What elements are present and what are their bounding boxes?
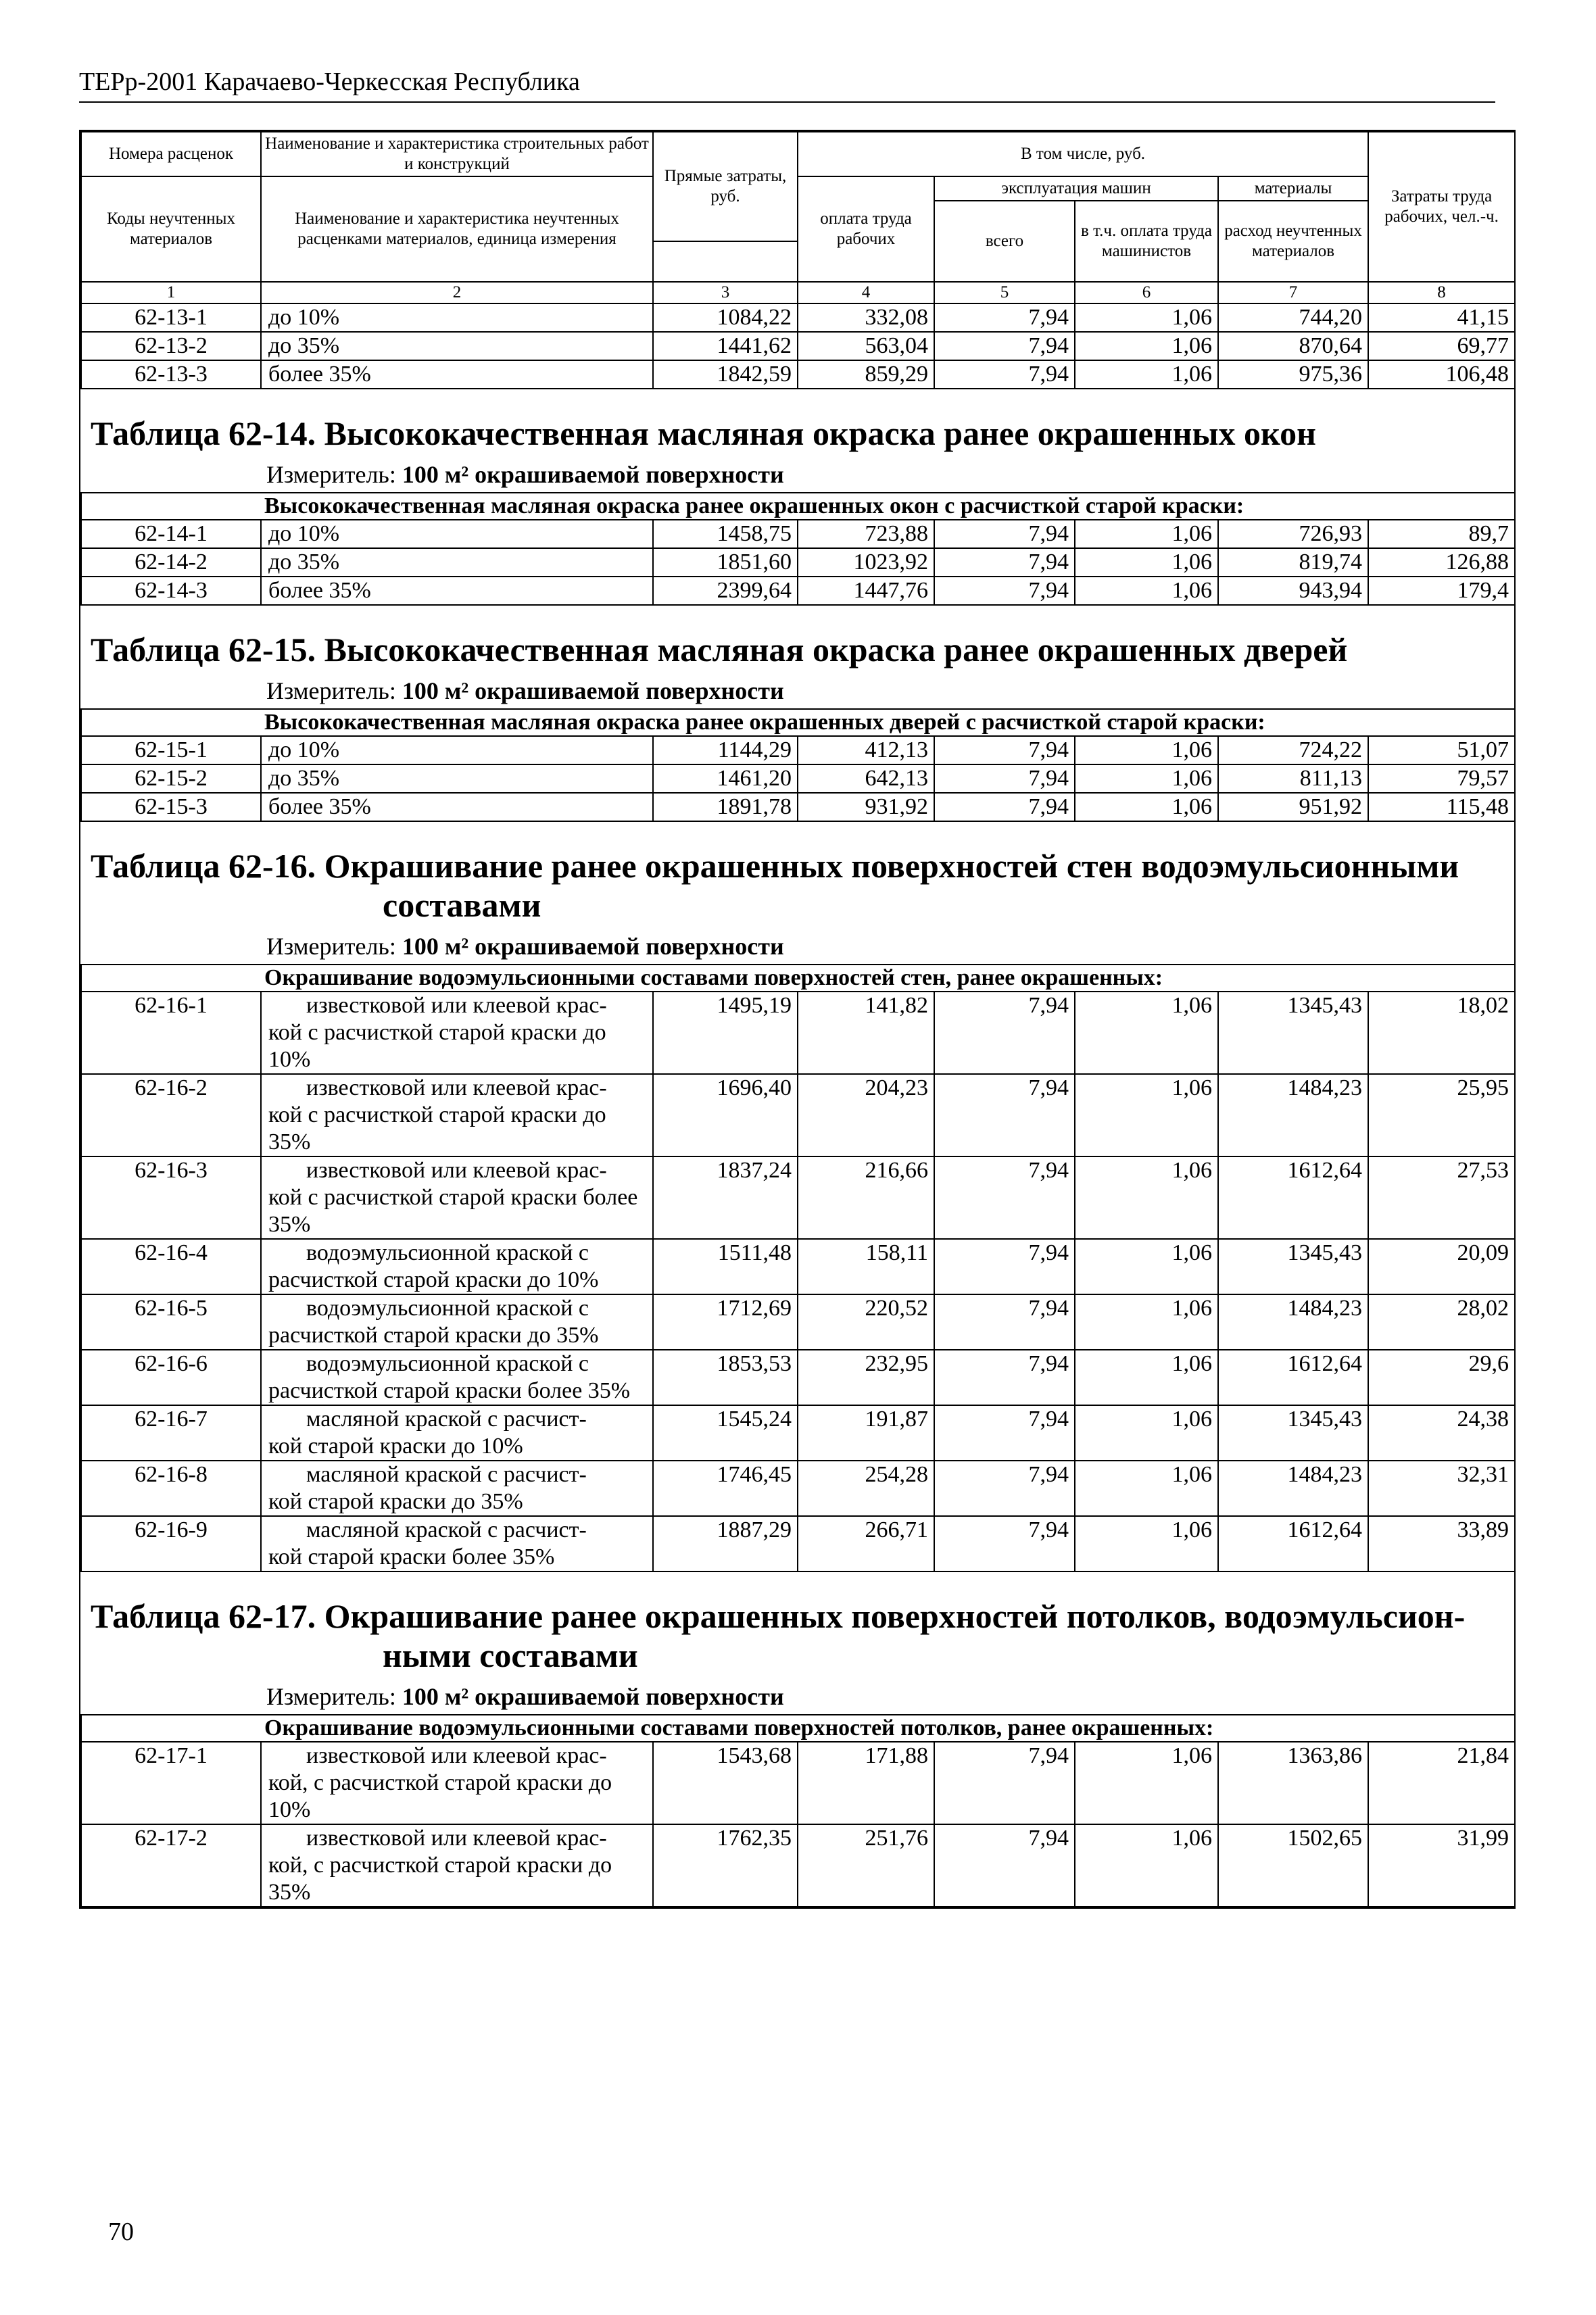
value-direct: 1842,59 [653,360,798,389]
value-operators: 1,06 [1075,520,1218,548]
value-machines: 7,94 [934,1239,1075,1294]
value-materials: 726,93 [1218,520,1368,548]
value-materials: 1345,43 [1218,992,1368,1074]
col-number: 6 [1075,282,1218,303]
work-name-line-2: расчисткой старой краски до 10% [268,1267,599,1292]
table-row [81,1156,1515,1239]
table-62-16-measure [91,925,1508,961]
value-operators: 1,06 [1075,793,1218,821]
col-number: 1 [81,282,261,303]
col-number: 4 [798,282,934,303]
col-number: 7 [1218,282,1368,303]
value-operators: 1,06 [1075,360,1218,389]
value-operators: 1,06 [1075,1156,1218,1239]
machines-header: эксплуатация машин [934,176,1218,201]
value-labor: 141,82 [798,992,934,1074]
value-hours: 25,95 [1368,1074,1515,1156]
col1-header-bottom: Коды неучтенных материалов [81,176,261,282]
value-machines: 7,94 [934,520,1075,548]
rates-table [80,131,1516,1907]
work-name [261,1294,653,1350]
value-labor: 191,87 [798,1405,934,1461]
rate-code: 62-16-7 [81,1405,261,1461]
table-62-17-title-cell [81,1571,1515,1715]
value-labor: 158,11 [798,1239,934,1294]
rate-code: 62-14-3 [81,577,261,605]
value-operators: 1,06 [1075,1294,1218,1350]
value-direct: 1461,20 [653,764,798,793]
value-direct: 1543,68 [653,1742,798,1824]
table-row [81,992,1515,1074]
rows-62-17 [81,1742,1515,1907]
value-materials: 1345,43 [1218,1405,1368,1461]
title-line-1: Таблица 62-16. Окрашивание ранее окрашенных поверхностей стен водоэмульсионными [91,847,1459,885]
measure-value: 100 м² окрашиваемой поверхности [402,1683,784,1710]
rate-code: 62-15-3 [81,793,261,821]
work-name [261,1239,653,1294]
value-operators: 1,06 [1075,1350,1218,1405]
table-row [81,548,1515,577]
value-direct: 1545,24 [653,1405,798,1461]
value-labor: 254,28 [798,1461,934,1516]
incl-header: В том числе, руб. [798,132,1368,176]
work-name: до 10% [261,303,653,332]
value-machines: 7,94 [934,1156,1075,1239]
col-number: 3 [653,282,798,303]
value-direct: 1511,48 [653,1239,798,1294]
rate-code: 62-15-1 [81,736,261,764]
table-row [81,1294,1515,1350]
table-row [81,764,1515,793]
work-name-line-2: кой старой краски до 35% [268,1489,523,1514]
page-header: ТЕРр-2001 Карачаево-Черкесская Республика [79,66,1495,103]
work-name-line-1: известковой или клеевой крас- [306,1743,607,1768]
measure-label: Измеритель: [266,677,396,704]
value-direct: 2399,64 [653,577,798,605]
rate-code: 62-16-1 [81,992,261,1074]
work-name-line-2: кой с расчисткой старой краски до 35% [268,1102,606,1154]
col5-header: всего [934,201,1075,282]
value-hours: 33,89 [1368,1516,1515,1571]
value-hours: 32,31 [1368,1461,1515,1516]
table-row [81,1742,1515,1824]
work-name: до 35% [261,764,653,793]
table-row [81,1350,1515,1405]
value-hours: 41,15 [1368,303,1515,332]
work-name: до 10% [261,736,653,764]
value-operators: 1,06 [1075,1461,1218,1516]
value-hours: 69,77 [1368,332,1515,360]
rate-code: 62-16-5 [81,1294,261,1350]
table-62-16-title-cell [81,821,1515,965]
value-materials: 951,92 [1218,793,1368,821]
value-materials: 975,36 [1218,360,1368,389]
value-materials: 1345,43 [1218,1239,1368,1294]
col4-header: оплата труда рабочих [798,176,934,282]
work-name-line-1: масляной краской с расчист- [306,1517,587,1542]
value-operators: 1,06 [1075,1074,1218,1156]
value-operators: 1,06 [1075,1742,1218,1824]
page-number: 70 [108,2218,134,2246]
work-name-line-1: водоэмульсионной краской с [306,1296,589,1321]
value-direct: 1084,22 [653,303,798,332]
value-hours: 21,84 [1368,1742,1515,1824]
value-hours: 179,4 [1368,577,1515,605]
value-direct: 1891,78 [653,793,798,821]
value-hours: 27,53 [1368,1156,1515,1239]
measure-value: 100 м² окрашиваемой поверхности [402,461,784,488]
work-name-line-2: кой старой краски более 35% [268,1544,555,1569]
table-62-14-title: Таблица 62-14. Высококачественная масляная окраска ранее окрашенных окон [91,414,1316,452]
col6-header: в т.ч. оплата труда машинистов [1075,201,1218,282]
value-materials: 819,74 [1218,548,1368,577]
col3-header-fill [653,241,798,282]
col-number: 8 [1368,282,1515,303]
value-materials: 811,13 [1218,764,1368,793]
value-machines: 7,94 [934,548,1075,577]
value-machines: 7,94 [934,577,1075,605]
work-name-line-2: кой, с расчисткой старой краски до 35% [268,1853,612,1905]
value-materials: 1502,65 [1218,1824,1368,1907]
work-name-line-1: водоэмульсионной краской с [306,1240,589,1265]
work-name-line-1: известковой или клеевой крас- [306,1158,607,1183]
value-hours: 106,48 [1368,360,1515,389]
value-materials: 1612,64 [1218,1156,1368,1239]
rate-code: 62-13-2 [81,332,261,360]
value-machines: 7,94 [934,793,1075,821]
value-machines: 7,94 [934,1516,1075,1571]
value-hours: 31,99 [1368,1824,1515,1907]
col1-header-top: Номера расценок [81,132,261,176]
value-hours: 51,07 [1368,736,1515,764]
measure-value: 100 м² окрашиваемой поверхности [402,677,784,704]
value-materials: 724,22 [1218,736,1368,764]
value-machines: 7,94 [934,1405,1075,1461]
work-name-line-1: водоэмульсионной краской с [306,1351,589,1376]
value-machines: 7,94 [934,764,1075,793]
table-62-15-measure [91,669,1508,706]
value-direct: 1887,29 [653,1516,798,1571]
rate-code: 62-13-3 [81,360,261,389]
title-line-2: ными составами [383,1636,638,1674]
value-machines: 7,94 [934,1074,1075,1156]
value-labor: 266,71 [798,1516,934,1571]
value-labor: 204,23 [798,1074,934,1156]
table-62-14-measure [91,453,1508,489]
value-hours: 18,02 [1368,992,1515,1074]
value-machines: 7,94 [934,303,1075,332]
value-machines: 7,94 [934,1742,1075,1824]
col8-header: Затраты труда рабочих, чел.-ч. [1368,132,1515,282]
work-name-line-1: известковой или клеевой крас- [306,1075,607,1100]
value-operators: 1,06 [1075,303,1218,332]
value-hours: 79,57 [1368,764,1515,793]
col3-header: Прямые затраты, руб. [653,132,798,241]
value-hours: 115,48 [1368,793,1515,821]
table-62-15-section: Высококачественная масляная окраска ранее окрашенных дверей с расчисткой старой краски: [81,709,1515,736]
work-name [261,1516,653,1571]
rate-code: 62-15-2 [81,764,261,793]
rows-62-15 [81,736,1515,821]
value-direct: 1495,19 [653,992,798,1074]
rate-code: 62-16-3 [81,1156,261,1239]
work-name [261,1405,653,1461]
value-machines: 7,94 [934,736,1075,764]
table-62-17-section: Окрашивание водоэмульсионными составами поверхностей потолков, ранее окрашенных: [81,1715,1515,1742]
value-operators: 1,06 [1075,1405,1218,1461]
value-direct: 1762,35 [653,1824,798,1907]
value-labor: 642,13 [798,764,934,793]
table-row [81,1239,1515,1294]
work-name-line-1: известковой или клеевой крас- [306,1826,607,1851]
table-row [81,360,1515,389]
value-machines: 7,94 [934,1461,1075,1516]
work-name-line-2: кой с расчисткой старой краски до 10% [268,1020,606,1072]
value-materials: 1484,23 [1218,1461,1368,1516]
col2-header-top: Наименование и характеристика строительных работ и конструкций [261,132,653,176]
rate-code: 62-13-1 [81,303,261,332]
value-hours: 29,6 [1368,1350,1515,1405]
table-62-14-title-cell [81,389,1515,493]
work-name [261,1824,653,1907]
materials-header: материалы [1218,176,1368,201]
value-machines: 7,94 [934,1824,1075,1907]
value-materials: 943,94 [1218,577,1368,605]
value-labor: 931,92 [798,793,934,821]
work-name [261,1074,653,1156]
rate-code: 62-17-1 [81,1742,261,1824]
value-direct: 1851,60 [653,548,798,577]
value-labor: 1447,76 [798,577,934,605]
table-row [81,577,1515,605]
col-number: 5 [934,282,1075,303]
work-name-line-2: кой, с расчисткой старой краски до 10% [268,1770,612,1822]
col-number: 2 [261,282,653,303]
value-materials: 1484,23 [1218,1074,1368,1156]
rate-code: 62-16-6 [81,1350,261,1405]
table-row [81,303,1515,332]
measure-value: 100 м² окрашиваемой поверхности [402,933,784,960]
value-hours: 28,02 [1368,1294,1515,1350]
value-operators: 1,06 [1075,332,1218,360]
value-direct: 1458,75 [653,520,798,548]
work-name-line-2: расчисткой старой краски до 35% [268,1323,599,1348]
value-labor: 723,88 [798,520,934,548]
table-row [81,793,1515,821]
work-name-line-1: известковой или клеевой крас- [306,993,607,1018]
title-line-1: Таблица 62-17. Окрашивание ранее окрашенных поверхностей потолков, водоэмульсион- [91,1597,1466,1635]
value-hours: 20,09 [1368,1239,1515,1294]
value-materials: 870,64 [1218,332,1368,360]
value-materials: 744,20 [1218,303,1368,332]
work-name: более 35% [261,793,653,821]
table-row [81,332,1515,360]
measure-label: Измеритель: [266,933,396,960]
value-operators: 1,06 [1075,577,1218,605]
work-name [261,1461,653,1516]
rows-62-14 [81,520,1515,605]
work-name [261,1350,653,1405]
rate-code: 62-14-2 [81,548,261,577]
work-name: более 35% [261,577,653,605]
value-machines: 7,94 [934,360,1075,389]
rate-code: 62-17-2 [81,1824,261,1907]
value-machines: 7,94 [934,992,1075,1074]
value-operators: 1,06 [1075,1824,1218,1907]
work-name-line-2: расчисткой старой краски более 35% [268,1378,631,1403]
rate-code: 62-16-2 [81,1074,261,1156]
measure-label: Измеритель: [266,1683,396,1710]
value-machines: 7,94 [934,1350,1075,1405]
rate-code: 62-16-9 [81,1516,261,1571]
value-operators: 1,06 [1075,548,1218,577]
table-62-15-title-cell [81,605,1515,709]
title-line-2: составами [383,886,541,924]
value-labor: 563,04 [798,332,934,360]
rows-62-16 [81,992,1515,1571]
work-name [261,1742,653,1824]
table-62-16-section: Окрашивание водоэмульсионными составами поверхностей стен, ранее окрашенных: [81,965,1515,992]
value-direct: 1837,24 [653,1156,798,1239]
value-direct: 1144,29 [653,736,798,764]
value-labor: 1023,92 [798,548,934,577]
value-labor: 171,88 [798,1742,934,1824]
table-62-17-measure [91,1675,1508,1711]
value-labor: 859,29 [798,360,934,389]
table-row [81,1405,1515,1461]
value-materials: 1612,64 [1218,1350,1368,1405]
rates-table-frame [79,130,1516,1909]
value-operators: 1,06 [1075,1239,1218,1294]
value-materials: 1484,23 [1218,1294,1368,1350]
rate-code: 62-16-4 [81,1239,261,1294]
value-machines: 7,94 [934,332,1075,360]
value-hours: 89,7 [1368,520,1515,548]
value-direct: 1853,53 [653,1350,798,1405]
value-machines: 7,94 [934,1294,1075,1350]
table-62-14-section: Высококачественная масляная окраска ранее окрашенных окон с расчисткой старой краски: [81,493,1515,520]
table-row [81,1461,1515,1516]
value-operators: 1,06 [1075,1516,1218,1571]
col2-header-bottom: Наименование и характеристика неучтенных расценками материалов, единица измерения [261,176,653,282]
value-materials: 1363,86 [1218,1742,1368,1824]
table-62-15-title: Таблица 62-15. Высококачественная масляная окраска ранее окрашенных дверей [91,631,1348,668]
work-name [261,1156,653,1239]
value-hours: 126,88 [1368,548,1515,577]
work-name-line-2: кой с расчисткой старой краски более 35% [268,1185,638,1237]
rate-code: 62-14-1 [81,520,261,548]
work-name: до 10% [261,520,653,548]
value-operators: 1,06 [1075,736,1218,764]
value-direct: 1441,62 [653,332,798,360]
table-row [81,1516,1515,1571]
value-labor: 251,76 [798,1824,934,1907]
rows-62-13 [81,303,1515,389]
work-name-line-1: масляной краской с расчист- [306,1407,587,1432]
table-row [81,1074,1515,1156]
col7-header: расход неучтенных материалов [1218,201,1368,282]
table-row [81,520,1515,548]
value-labor: 232,95 [798,1350,934,1405]
value-direct: 1696,40 [653,1074,798,1156]
value-labor: 332,08 [798,303,934,332]
value-operators: 1,06 [1075,764,1218,793]
value-materials: 1612,64 [1218,1516,1368,1571]
table-62-16-title [91,846,1508,925]
value-hours: 24,38 [1368,1405,1515,1461]
work-name: до 35% [261,548,653,577]
work-name-line-1: масляной краской с расчист- [306,1462,587,1487]
value-labor: 412,13 [798,736,934,764]
value-direct: 1746,45 [653,1461,798,1516]
value-direct: 1712,69 [653,1294,798,1350]
rate-code: 62-16-8 [81,1461,261,1516]
value-labor: 220,52 [798,1294,934,1350]
table-62-17-title [91,1597,1508,1675]
table-row [81,1824,1515,1907]
table-row [81,736,1515,764]
value-labor: 216,66 [798,1156,934,1239]
work-name: более 35% [261,360,653,389]
work-name [261,992,653,1074]
work-name: до 35% [261,332,653,360]
measure-label: Измеритель: [266,461,396,488]
work-name-line-2: кой старой краски до 10% [268,1434,523,1459]
value-operators: 1,06 [1075,992,1218,1074]
